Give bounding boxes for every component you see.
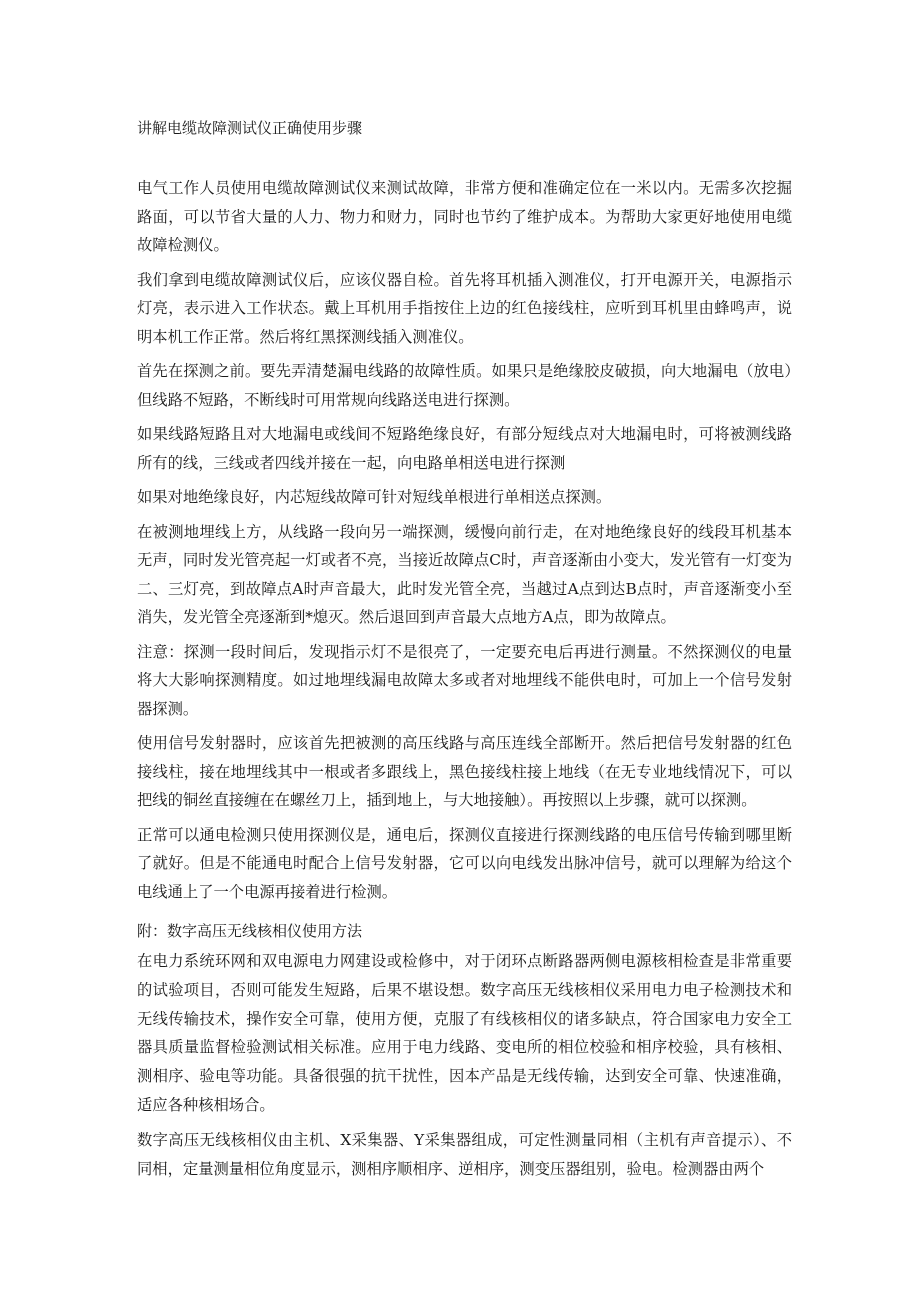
paragraph-9: 正常可以通电检测只使用探测仪是，通电后，探测仪直接进行探测线路的电压信号传输到哪里断了就好。但是不能通电时配合上信号发射器，它可以向电线发出脉冲信号，就可以理解为给这个电线通上了一个电源再接着进行检测。 — [137, 825, 792, 901]
document-title: 讲解电缆故障测试仪正确使用步骤 — [137, 119, 363, 137]
appendix-body — [137, 947, 792, 1189]
paragraph-7: 注意：探测一段时间后，发现指示灯不是很亮了，一定要充电后再进行测量。不然探测仪的电量将大大影响探测精度。如过地埋线漏电故障太多或者对地埋线不能供电时，可加上一个信号发射器探测。 — [137, 642, 792, 718]
appendix-paragraph-2: 数字高压无线核相仪由主机、X采集器、Y采集器组成，可定性测量同相（主机有声音提示）、不同相，定量测量相位角度显示，测相序顺相序、逆相序，测变压器组别，验电。检测器由两个 — [137, 1130, 792, 1178]
paragraph-3: 首先在探测之前。要先弄清楚漏电线路的故障性质。如果只是绝缘胶皮破损，向大地漏电（放电）但线路不短路，不断线时可用常规向线路送电进行探测。 — [137, 362, 792, 409]
paragraph-8: 使用信号发射器时，应该首先把被测的高压线路与高压连线全部断开。然后把信号发射器的红色接线柱，接在地埋线其中一根或者多跟线上，黑色接线柱接上地线（在无专业地线情况下，可以把线的铜丝直接缠在在螺丝刀上，插到地上，与大地接触）。再按照以上步骤，就可以探测。 — [137, 734, 792, 809]
appendix-title: 附：数字高压无线核相仪使用方法 — [137, 922, 363, 940]
paragraph-5: 如果对地绝缘良好，内芯短线故障可针对短线单根进行单相送点探测。 — [137, 488, 612, 506]
document-body — [137, 174, 792, 912]
appendix-paragraph-1: 在电力系统环网和双电源电力网建设或检修中，对于闭环点断路器两侧电源核相检查是非常重要的试验项目，否则可能发生短路，后果不堪设想。数字高压无线核相仪采用电力电子检测技术和无线传输技术，操作安全可靠，使用方便，克服了有线核相仪的诸多缺点，符合国家电力安全工器具质量监督检验测试相关标准。应用于电力线路、变电所的相位校验和相序校验，具有核相、测相序、验电等功能。具备很强的抗干扰性，因本产品是无线传输，达到安全可靠、快速准确，适应各种核相场合。 — [137, 952, 792, 1114]
paragraph-1: 电气工作人员使用电缆故障测试仪来测试故障，非常方便和准确定位在一米以内。无需多次挖掘路面，可以节省大量的人力、物力和财力，同时也节约了维护成本。为帮助大家更好地使用电缆故障检测仪。 — [137, 179, 792, 254]
paragraph-6: 在被测地埋线上方，从线路一段向另一端探测，缓慢向前行走，在对地绝缘良好的线段耳机基本无声，同时发光管亮起一灯或者不亮，当接近故障点C时，声音逐渐由小变大，发光管有一灯变为二、三灯亮，到故障点A时声音最大，此时发光管全亮，当越过A点到达B点时，声音逐渐变小至消失，发光管全亮逐渐到*熄灭。然后退回到声音最大点地方A点，即为故障点。 — [137, 522, 792, 626]
paragraph-4: 如果线路短路且对大地漏电或线间不短路绝缘良好，有部分短线点对大地漏电时，可将被测线路所有的线，三线或者四线并接在一起，向电路单相送电进行探测 — [137, 425, 792, 472]
paragraph-2: 我们拿到电缆故障测试仪后，应该仪器自检。首先将耳机插入测准仪，打开电源开关，电源指示灯亮，表示进入工作状态。戴上耳机用手指按住上边的红色接线柱，应听到耳机里由蜂鸣声，说明本机工作正常。然后将红黑探测线插入测准仪。 — [137, 270, 792, 346]
